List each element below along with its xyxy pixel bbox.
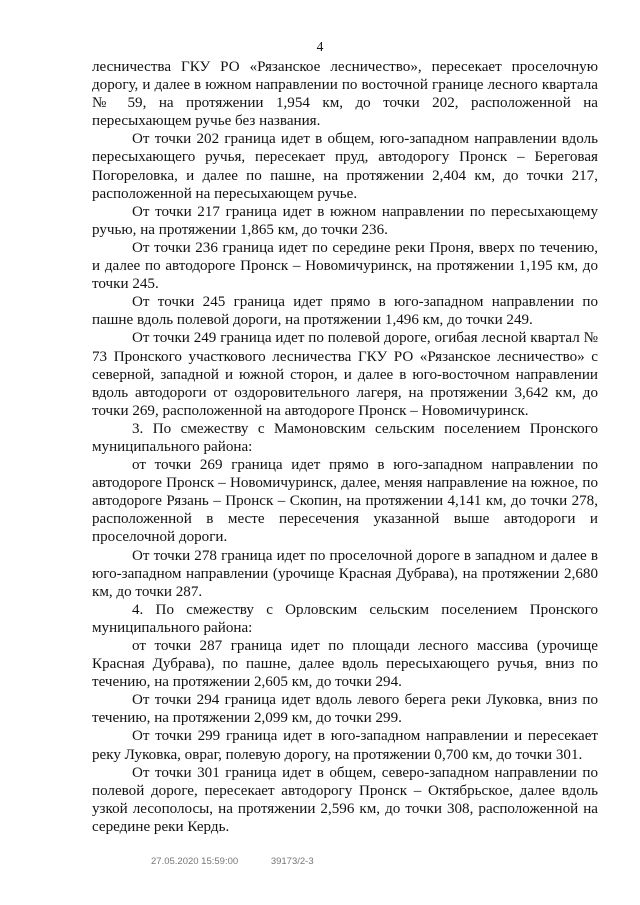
paragraph-5: От точки 245 граница идет прямо в юго-западном направлении по пашне вдоль полевой дороги, на протяжении 1,496 км, до точки 249. xyxy=(92,294,598,329)
paragraph-6: От точки 249 граница идет по полевой дороге, огибая лесной квартал № 73 Пронского участкового лесничества ГКУ РО «Рязанское лесничество» с северной, западной и южной сторон, и далее в юго-восточном направлении вдоль автодороги от оздоровительного лагеря, на протяжении 3,642 км, до точки 269, расположенной на автодороге Пронск – Новомичуринск. xyxy=(92,330,598,419)
document-footer xyxy=(151,856,314,867)
paragraph-4: От точки 236 граница идет по середине реки Проня, вверх по течению, и далее по автодороге Пронск – Новомичуринск, на протяжении 1,195 км, до точки 245. xyxy=(92,239,598,293)
paragraph-10: От точки 294 граница идет вдоль левого берега реки Луковка, вниз по течению, на протяжении 2,099 км, до точки 299. xyxy=(92,692,598,727)
document-body xyxy=(92,58,598,836)
page-number: 4 xyxy=(316,39,324,54)
footer-doc-id: 39173/2-3 xyxy=(270,856,314,867)
paragraph-8: От точки 278 граница идет по проселочной дороге в западном и далее в юго-западном направлении (урочище Красная Дубрава), на протяжении 2,680 км, до точки 287. xyxy=(92,547,598,600)
paragraph-3: От точки 217 граница идет в южном направлении по пересыхающему ручью, на протяжении 1,865 км, до точки 236. xyxy=(92,203,598,238)
paragraph-11: От точки 299 граница идет в юго-западном направлении и пересекает реку Луковка, овраг, полевую дорогу, на протяжении 0,700 км, до точки 301. xyxy=(92,728,598,763)
paragraph-12: От точки 301 граница идет в общем, северо-западном направлении по полевой дороге, пересекает автодорогу Пронск – Октябрьское, далее вдоль узкой лесополосы, на протяжении 2,596 км, до точки 308, расположенной на середине реки Кердь. xyxy=(92,764,598,835)
paragraph-2: От точки 202 граница идет в общем, юго-западном направлении вдоль пересыхающего ручья, пересекает пруд, автодорогу Пронск – Береговая Погореловка, и далее по пашне, на протяжении 2,404 км, до точки 217, расположенной на пересыхающем ручье. xyxy=(92,131,598,202)
paragraph-7: от точки 269 граница идет прямо в юго-западном направлении по автодороге Пронск – Новомичуринск, далее, меняя направление на южное, по автодороге Рязань – Пронск – Скопин, на протяжении 4,141 км, до точки 278, расположенной в месте пересечения указанной выше автодороги и проселочной дороги. xyxy=(92,457,598,546)
section-heading-4: 4. По смежеству с Орловским сельским поселением Пронского муниципального района: xyxy=(92,601,598,636)
paragraph-1: лесничества ГКУ РО «Рязанское лесничество», пересекает проселочную дорогу, и далее в южном направлении по восточной границе лесного квартала № 59, на протяжении 1,954 км, до точки 202, расположенной на пересыхающем ручье без названия. xyxy=(92,59,598,130)
paragraph-9: от точки 287 граница идет по площади лесного массива (урочище Красная Дубрава), по пашне, далее вдоль пересыхающего ручья, вниз по течению, на протяжении 2,605 км, до точки 294. xyxy=(92,638,598,691)
section-heading-3: 3. По смежеству с Мамоновским сельским поселением Пронского муниципального района: xyxy=(92,420,598,455)
footer-datetime: 27.05.2020 15:59:00 xyxy=(151,856,239,867)
